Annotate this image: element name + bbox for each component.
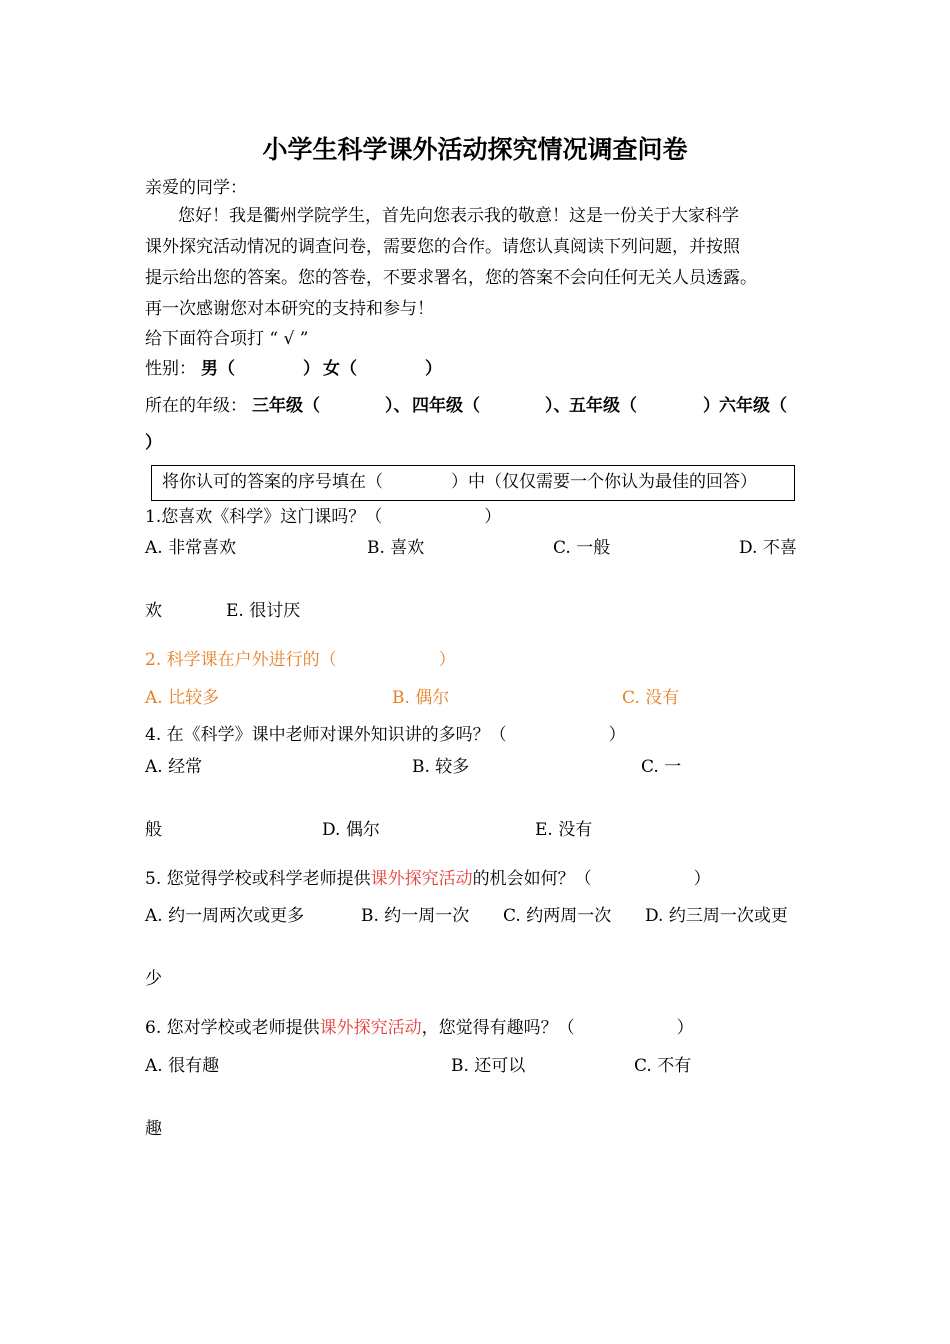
intro-line-4: 再一次感谢您对本研究的支持和参与！ — [145, 299, 434, 319]
q1-option-d-cont: 欢 — [145, 601, 162, 621]
grade-label: 所在的年级： — [145, 396, 247, 416]
instruction: 给下面符合项打 “ √ ” — [145, 329, 309, 349]
grade-4-close: ）、 — [545, 396, 571, 416]
gender-female[interactable]: 女（ — [323, 359, 357, 379]
gender-label: 性别： — [145, 359, 196, 379]
q5-option-b[interactable]: B. 约一周一次 — [361, 906, 470, 926]
greeting: 亲爱的同学： — [145, 178, 247, 198]
q5-prefix: 5. 您觉得学校或科学老师提供 — [145, 869, 371, 889]
q4-option-e[interactable]: E. 没有 — [535, 820, 593, 840]
q5-highlight: 课外探究活动 — [370, 869, 473, 889]
q5-option-a[interactable]: A. 约一周两次或更多 — [145, 906, 305, 926]
gender-male[interactable]: 男（ — [201, 359, 235, 379]
q6-suffix: ，您觉得有趣吗？（ ） — [421, 1018, 694, 1038]
grade-3[interactable]: 三年级（ — [252, 396, 320, 416]
gender-male-close: ） — [303, 359, 320, 379]
q5-option-c[interactable]: C. 约两周一次 — [503, 906, 612, 926]
q1-option-d[interactable]: D. 不喜 — [739, 538, 797, 558]
q2-option-a[interactable]: A. 比较多 — [145, 688, 220, 708]
q4-option-a[interactable]: A. 经常 — [145, 757, 203, 777]
q2-option-c[interactable]: C. 没有 — [622, 688, 680, 708]
q4-option-d[interactable]: D. 偶尔 — [322, 820, 380, 840]
q6-option-c-cont: 趣 — [145, 1119, 162, 1139]
q2-option-b[interactable]: B. 偶尔 — [392, 688, 450, 708]
q6-option-b[interactable]: B. 还可以 — [451, 1056, 526, 1076]
intro-line-1: 您好！我是衢州学院学生，首先向您表示我的敬意！这是一份关于大家科学 — [178, 206, 739, 226]
q4-option-c[interactable]: C. 一 — [641, 757, 682, 777]
q6-option-c[interactable]: C. 不有 — [634, 1056, 692, 1076]
q1-option-b[interactable]: B. 喜欢 — [367, 538, 425, 558]
gender-female-close: ） — [425, 359, 442, 379]
q5-suffix: 的机会如何？（ ） — [472, 869, 711, 889]
q2-question: 2. 科学课在户外进行的（ ） — [145, 650, 456, 670]
grade-4[interactable]: 四年级（ — [412, 396, 480, 416]
q6-prefix: 6. 您对学校或老师提供 — [145, 1018, 320, 1038]
grade-5[interactable]: 五年级（ — [569, 396, 637, 416]
grade-6-close: ） — [145, 433, 162, 453]
q5-option-d-cont: 少 — [145, 969, 162, 989]
q4-question: 4. 在《科学》课中老师对课外知识讲的多吗？（ ） — [145, 725, 626, 745]
grade-3-close: ）、 — [385, 396, 411, 416]
q5-question — [145, 869, 711, 889]
page-title: 小学生科学课外活动探究情况调查问卷 — [262, 135, 688, 164]
q4-option-b[interactable]: B. 较多 — [412, 757, 470, 777]
q1-option-e[interactable]: E. 很讨厌 — [226, 601, 301, 621]
q6-highlight: 课外探究活动 — [319, 1018, 422, 1038]
intro-line-3: 提示给出您的答案。您的答卷，不要求署名，您的答案不会向任何无关人员透露。 — [145, 268, 757, 288]
intro-line-2: 课外探究活动情况的调查问卷，需要您的合作。请您认真阅读下列问题，并按照 — [145, 237, 740, 257]
q5-option-d[interactable]: D. 约三周一次或更 — [645, 906, 788, 926]
q6-option-a[interactable]: A. 很有趣 — [145, 1056, 220, 1076]
q1-option-a[interactable]: A. 非常喜欢 — [145, 538, 237, 558]
q1-option-c[interactable]: C. 一般 — [553, 538, 611, 558]
notice-text: 将你认可的答案的序号填在（ ）中（仅仅需要一个你认为最佳的回答） — [162, 472, 757, 492]
q6-question — [145, 1018, 694, 1038]
q1-question: 1.您喜欢《科学》这门课吗？（ ） — [145, 507, 502, 527]
q4-option-c-cont: 般 — [145, 820, 162, 840]
grade-5-close: ） — [703, 396, 720, 416]
notice-box — [151, 465, 795, 501]
grade-6[interactable]: 六年级（ — [719, 396, 787, 416]
